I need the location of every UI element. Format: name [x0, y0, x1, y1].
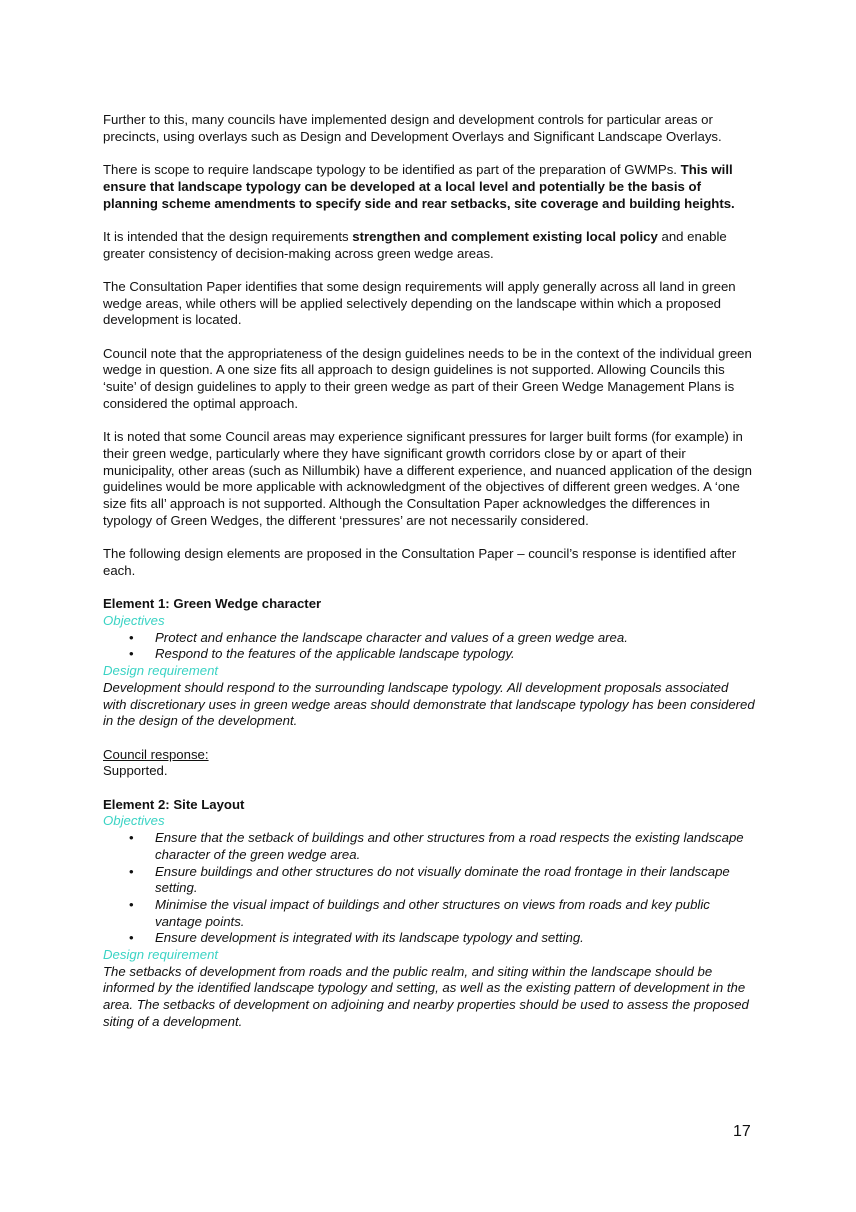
council-response-label: Council response: — [103, 746, 209, 762]
bullet-icon: • — [129, 629, 134, 645]
bullet-icon: • — [129, 646, 134, 662]
paragraph-pressures: It is noted that some Council areas may experience significant pressures for larger built forms (for example) in their green wedge, particularly where they have significant growth corridors close by or apart of their municipality, other areas (such as Nillumbik) have a different experience, and nuanced application of the design guidelines would be more applicable with acknowledgment of the objectives of different green wedges. A ‘one size fits all’ approach is not supported. Although the Consultation Paper acknowledges the differences in typology of Green Wedges, the different ‘pressures’ are not necessarily considered. — [103, 429, 753, 528]
objectives-label: Objectives — [103, 612, 165, 628]
paragraph-text: It is intended that the design requirements — [103, 228, 353, 244]
list-item: • Ensure development is integrated with its landscape typology and setting. — [129, 930, 584, 946]
design-requirement-text: Development should respond to the surrounding landscape typology. All development proposals associated with discretionary uses in green wedge areas should demonstrate that landscape typology has been considered in the design of the development. — [103, 679, 755, 729]
bullet-icon: • — [129, 863, 134, 879]
bullet-icon: • — [129, 896, 134, 912]
paragraph-text: and enable greater consistency of decision-making across green wedge areas. — [103, 228, 727, 261]
design-requirement-text: The setbacks of development from roads and the public realm, and siting within the landscape should be informed by the identified landscape typology and setting, as well as the existing pattern of development in the area. The setbacks of development on adjoining and nearby properties should be used to assess the proposed siting of a development. — [103, 963, 749, 1029]
objectives-list — [103, 630, 755, 663]
objectives-list — [103, 830, 755, 947]
element-2-section — [103, 797, 755, 1031]
design-requirement-label: Design requirement — [103, 947, 219, 963]
element-2-heading: Element 2: Site Layout — [103, 796, 245, 812]
list-item: • Protect and enhance the landscape character and values of a green wedge area. — [129, 629, 628, 645]
council-response-text: Supported. — [103, 763, 168, 779]
paragraph-landscape-typology — [103, 162, 755, 212]
design-requirement-label: Design requirement — [103, 663, 219, 679]
page-number: 17 — [733, 1123, 751, 1140]
element-1-heading: Element 1: Green Wedge character — [103, 596, 322, 612]
document-body — [103, 112, 755, 1047]
paragraph-council-note: Council note that the appropriateness of the design guidelines needs to be in the context of the individual green wedge in question. A one size fits all approach to design guidelines is not supported. Allowing Councils this ‘suite’ of design guidelines to apply to their green wedge as part of their Green Wedge Management Plans is considered the optimal approach. — [103, 345, 752, 411]
paragraph-consultation-paper: The Consultation Paper identifies that some design requirements will apply generally across all land in green wedge areas, while others will be applied selectively depending on the landscape within which a proposed development is located. — [103, 278, 736, 328]
paragraph-overlays: Further to this, many councils have implemented design and development controls for particular areas or precincts, using overlays such as Design and Development Overlays and Significant Landscape Overlays. — [103, 112, 722, 144]
bullet-icon: • — [129, 930, 134, 946]
objectives-label: Objectives — [103, 813, 165, 829]
list-item: • Respond to the features of the applicable landscape typology. — [129, 646, 515, 662]
paragraph-text: There is scope to require landscape typology to be identified as part of the preparation of GWMPs. — [103, 162, 681, 178]
bold-phrase: strengthen and complement existing local policy — [352, 228, 658, 244]
list-item: • Ensure that the setback of buildings and other structures from a road respects the existing landscape character of the green wedge area. — [129, 830, 744, 862]
list-item: • Minimise the visual impact of buildings and other structures on views from roads and key public vantage points. — [129, 896, 710, 929]
paragraph-design-intent — [103, 229, 755, 262]
bullet-icon: • — [129, 830, 134, 846]
list-item: • Ensure buildings and other structures do not visually dominate the road frontage in their landscape setting. — [129, 863, 730, 896]
paragraph-design-elements-intro: The following design elements are proposed in the Consultation Paper – council’s response is identified after each. — [103, 546, 737, 578]
element-1-section — [103, 596, 755, 780]
bold-statement: This will ensure that landscape typology can be developed at a local level and potentially be the basis of planning scheme amendments to specify side and rear setbacks, site coverage and building heights. — [103, 162, 735, 211]
